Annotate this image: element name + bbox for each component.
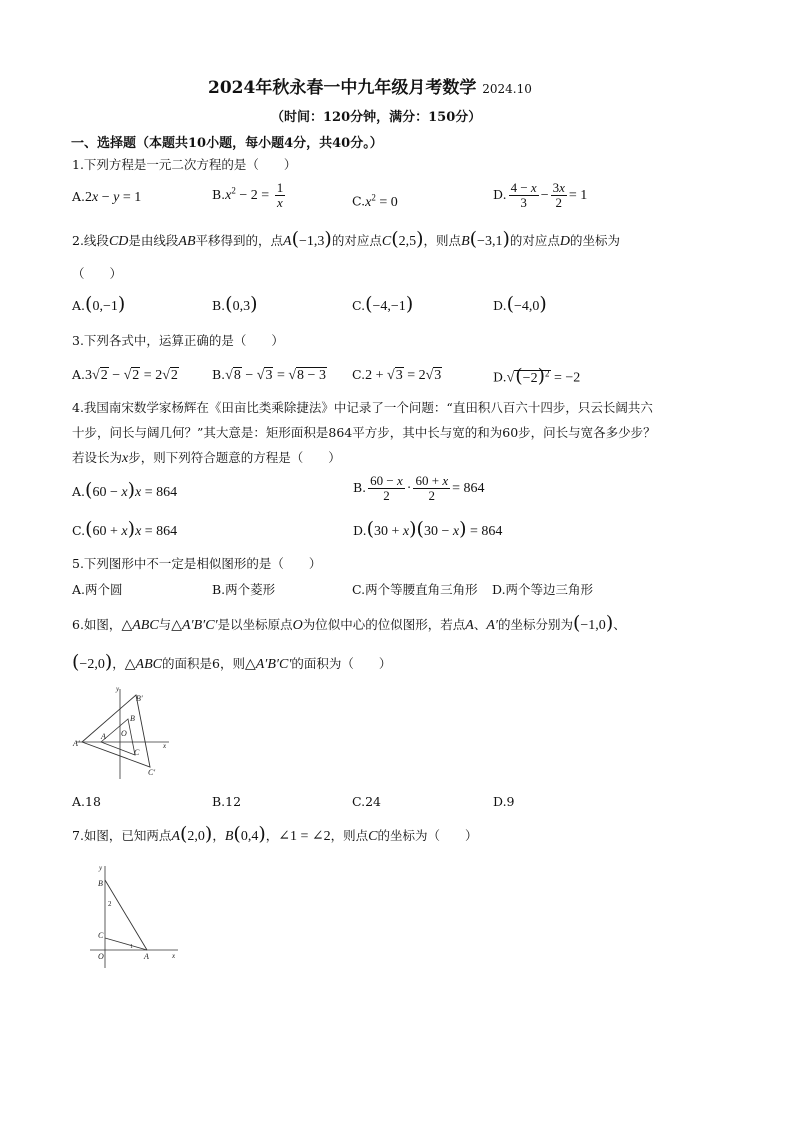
q5-option-a: A.两个圆 bbox=[72, 582, 123, 597]
x-label: x bbox=[163, 742, 167, 750]
q1-option-a: A.2x − y = 1 bbox=[72, 189, 142, 205]
title-date: 2024.10 bbox=[482, 82, 532, 96]
q6-option-b: B.12 bbox=[212, 794, 242, 809]
q1-stem: 1.下列方程是一元二次方程的是（ ） bbox=[72, 157, 297, 172]
q6-line1: 6.如图，△ABC与△A′B′C′是以坐标原点O为位似中心的位似图形，若点A、A′的坐标分别为(−1,0)、 bbox=[72, 612, 626, 634]
q2-option-b: B.(0,3) bbox=[212, 293, 258, 315]
triangle-a-prime-b-prime-c-prime bbox=[82, 695, 150, 767]
q4-option-b: B. $\frac{60 - x}{2}$ · $\frac{60 + x}{2}$ = 864 bbox=[353, 473, 485, 503]
label-a: A bbox=[101, 732, 106, 741]
q2-line2: （ ） bbox=[72, 266, 123, 281]
section-heading: 一、选择题（本题共10小题，每小题4分，共40分。） bbox=[71, 136, 383, 151]
q6-option-a: A.18 bbox=[72, 794, 101, 809]
q4-option-d: D.(30 + x)(30 − x) = 864 bbox=[353, 518, 503, 540]
y-label: y bbox=[99, 864, 103, 872]
q2-option-a: A.(0,−1) bbox=[72, 293, 126, 315]
label-b: B bbox=[98, 879, 103, 888]
q2-line1: 2.线段CD是由线段AB平移得到的，点A(−1,3)的对应点C(2,5)，则点B(−3,1)的对应点D的坐标为 bbox=[72, 228, 621, 250]
y-label: y bbox=[116, 685, 120, 693]
title-text: 2024年秋永春一中九年级月考数学 bbox=[208, 78, 477, 98]
q6-option-d: D.9 bbox=[493, 794, 515, 809]
q3-option-a: A.3√2 − √2 = 2√2 bbox=[72, 367, 178, 383]
label-c: C bbox=[98, 931, 104, 940]
q4-line1: 4.我国南宋数学家杨辉在《田亩比类乘除捷法》中记录了一个问题：“直田积八百六十四步，只云长阔共六 bbox=[72, 400, 653, 415]
q4-option-a: A.(60 − x)x = 864 bbox=[72, 479, 178, 501]
q5-stem: 5.下列图形中不一定是相似图形的是（ ） bbox=[72, 556, 322, 571]
label-b: B bbox=[130, 714, 135, 723]
q4-line3: 若设长为x步，则下列符合题意的方程是（ ） bbox=[72, 450, 341, 466]
q5-option-c: C.两个等腰直角三角形 bbox=[352, 582, 478, 597]
q6-option-c: C.24 bbox=[352, 794, 381, 809]
label-angle-1: 1 bbox=[130, 944, 133, 950]
q7-figure bbox=[84, 862, 184, 972]
page-subtitle: （时间：120分钟，满分：150分） bbox=[271, 110, 482, 125]
q1-option-b: $B.x^2 - 2$ = $\frac{1}{x}$ bbox=[212, 180, 284, 210]
label-a-prime: A′ bbox=[73, 739, 80, 748]
triangle-abc bbox=[101, 719, 135, 755]
q4-line2: 十步，问长与阔几何？”其大意是：矩形面积是864平方步，其中长与宽的和为60步，问长与宽各多少步？ bbox=[72, 425, 656, 440]
q5-option-d: D.两个等边三角形 bbox=[492, 582, 594, 597]
q6-line2: (−2,0)，△ABC的面积是6，则△A′B′C′的面积为（ ） bbox=[72, 651, 392, 673]
page-title bbox=[208, 73, 532, 98]
label-b-prime: B′ bbox=[136, 694, 143, 703]
q1-option-d: D. $\frac{4 - x}{3}$ − $\frac{3x}{2}$ = 1 bbox=[493, 180, 588, 210]
q3-option-b: B.√8 − √3 = √8 − 3 bbox=[212, 367, 326, 383]
q6-figure bbox=[72, 683, 172, 781]
q2-option-c: C.(−4,−1) bbox=[352, 293, 414, 315]
q3-stem: 3.下列各式中，运算正确的是（ ） bbox=[72, 333, 284, 348]
q3-option-c: C.2 + √3 = 2√3 bbox=[352, 367, 442, 383]
label-o: O bbox=[121, 729, 127, 738]
label-angle-2: 2 bbox=[108, 900, 112, 908]
q5-option-b: B.两个菱形 bbox=[212, 582, 276, 597]
label-c: C bbox=[134, 748, 140, 757]
q4-option-c: C.(60 + x)x = 864 bbox=[72, 518, 178, 540]
label-a: A bbox=[144, 952, 149, 961]
label-o: O bbox=[98, 952, 104, 961]
label-c-prime: C′ bbox=[148, 768, 156, 777]
q2-option-d: D.(−4,0) bbox=[493, 293, 547, 315]
q7-stem: 7.如图，已知两点A(2,0)，B(0,4)，∠1 = ∠2，则点C的坐标为（ ） bbox=[72, 823, 478, 845]
q1-option-c: $C.x^2 = 0$ bbox=[352, 192, 398, 210]
q3-option-d: $D.√(-2)^2 = -2$ bbox=[493, 364, 581, 387]
x-label: x bbox=[172, 952, 176, 960]
